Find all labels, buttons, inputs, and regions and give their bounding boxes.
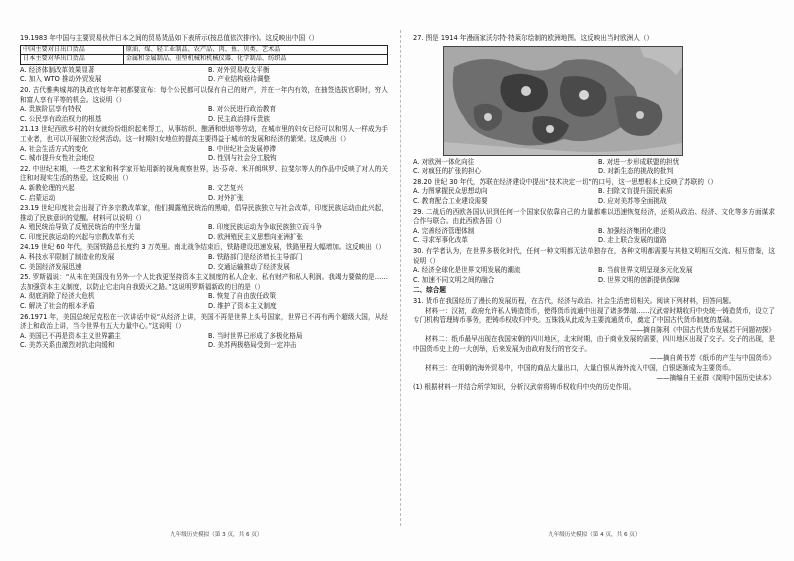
question-stem: 25. 罗斯福说：“从未在美国没有另外一个人比我更坚持资本主义制度的私人企业、私有财产和私人利润。我竭力要做的是……去加强资本主义制度，以防止它走向自我毁灭之路。”这说明罗斯福新政的目的是（） [20, 273, 388, 291]
table-row [21, 55, 388, 65]
question-29 [413, 208, 775, 246]
option-b[interactable]: B. 对外贸易收支平衡 [208, 65, 270, 74]
material-2-source: ——摘自黄书芳《纸币的产生与中国货币》 [649, 354, 775, 363]
option-a[interactable]: A. 社会生活方式的变化 [20, 144, 88, 153]
option-c[interactable]: C. 教育配合工业建设需要 [413, 196, 488, 205]
options [20, 145, 388, 164]
options [20, 66, 388, 85]
option-b[interactable]: B. 印度民族运动为争取民族独立而斗争 [208, 223, 323, 232]
material-1: 材料一：汉初，政府允许私人铸造货币，使得货币流通中出现了诸多弊端……汉武帝时期收归中央统一铸造货币，设立了专门机构管理铸币事务，把铸币权收归中央。五铢钱从此成为主要流通货币，奠定了中国古代货币制度的基础。 [413, 306, 775, 325]
options [413, 266, 775, 285]
option-d[interactable]: D. 对外扩张 [208, 193, 244, 202]
table-cell-label: 中国主要对日出口货品 [21, 45, 124, 55]
table-cell-label: 日本主要对华出口货品 [21, 55, 124, 65]
option-d[interactable]: D. 民主政治排斥贵族 [208, 114, 271, 123]
option-c[interactable]: C. 解决了社会的根本矛盾 [20, 302, 95, 311]
cartoon-map-image [443, 46, 683, 156]
question-20 [20, 86, 388, 124]
option-a[interactable]: A. 完善经济管理体制 [413, 226, 475, 235]
option-a[interactable]: A. 贵族阶层享有特权 [20, 105, 82, 114]
table-cell-value: 原油、煤、轻工业制品、农产品、肉、鱼、贝类、艺术品 [123, 45, 387, 55]
options [20, 105, 388, 124]
question-27 [413, 34, 775, 177]
option-b[interactable]: B. 扫除文盲提升国民素质 [598, 187, 673, 196]
option-d[interactable]: D. 性别与社会分工脱钩 [208, 154, 277, 163]
question-stem: 24.19 世纪 60 年代，美国铁路总长度约 3 万英里。南北战争结束后，铁路建设迅速发展，铁路里程大幅增加。这反映出（） [20, 243, 386, 252]
option-d[interactable]: D. 世界文明的创新提供保障 [598, 275, 680, 284]
options [413, 227, 775, 246]
question-stem: 27. 图是 1914 年漫画家沃尔特·特莱尔绘制的欧洲地图。这反映出当时欧洲人（） [413, 34, 654, 42]
option-a[interactable]: A. 殖民统治导致了反殖民统治的中坚力量 [20, 223, 141, 232]
option-b[interactable]: B. 对公民进行政治教育 [208, 105, 277, 114]
options [413, 187, 775, 206]
options [20, 184, 388, 203]
question-28 [413, 178, 775, 207]
options [20, 253, 388, 272]
question-stem: 19.1983 年中国与主要贸易伙伴日本之间的贸易货品如下表所示(按总值依次排序)。这反映出中国（） [20, 34, 319, 42]
option-d[interactable]: D. 交通运输推动了经济发展 [208, 262, 290, 271]
option-c[interactable]: C. 公民享有政治权力的根基 [20, 114, 102, 123]
option-b[interactable]: B. 铁路部门是经济增长主导部门 [208, 253, 303, 262]
question-stem: 22. 中世纪末期，一些艺术家和科学家开始用新的视角观察世界，达·芬奇、米开朗琪罗、拉斐尔等人的作品中反映了对人的关注和对现实生活的热爱。这反映出（） [20, 164, 388, 183]
question-31-part-1: (1) 根据材料一并结合所学知识，分析汉武帝将铸币权收归中央的历史作用。 [413, 383, 636, 392]
question-30 [413, 247, 775, 285]
question-24 [20, 243, 388, 272]
options [20, 223, 388, 242]
option-b[interactable]: B. 加强经济集团化建设 [598, 226, 667, 235]
option-a[interactable]: A. 经济全球化是世界文明发展的潮流 [413, 266, 521, 275]
cartoon-map-drawing [444, 47, 682, 155]
question-stem: 30. 有学者认为，在世界多极化时代，任何一种文明都无法单独存在，各种文明都需要与其他文明相互交流、相互借鉴，这说明（） [413, 246, 775, 265]
question-19 [20, 34, 388, 85]
question-31-intro: 31. 货币在我国经历了漫长的发展历程，在古代，经济与政治、社会生活密切相关。阅读下列材料，回答问题。 [413, 296, 736, 305]
left-column [20, 34, 388, 520]
option-a[interactable]: A. 力图掌握民众思想动向 [413, 187, 488, 196]
question-26 [20, 313, 388, 351]
option-d[interactable]: D. 走上联合发展的道路 [598, 236, 667, 245]
question-23 [20, 204, 388, 242]
right-column [413, 34, 775, 520]
question-22 [20, 165, 388, 203]
material-3-source: ——摘编自王亚群《简明中国历史读本》 [656, 373, 775, 382]
option-b[interactable]: B. 对进一步形成联盟的担忧 [598, 157, 680, 166]
table-cell-value: 金属和金属制品、重型机械和机械仪器、化学制品、纺织品 [123, 55, 387, 65]
material-2: 材料二：纸币最早出现在我国宋朝的四川地区，北宋时期，由于商业发展的需要，四川地区出现了交子。交子的出现，是中国货币史上的一大创举，后来发展为由政府发行的官交子。 [413, 335, 775, 353]
page-footer-left: 九年级历史模拟（第 3 页，共 6 页） [170, 532, 263, 538]
option-c[interactable]: C. 加速不同文明之间的融合 [413, 275, 495, 284]
question-stem: 20. 古代雅典城邦的执政官每年年初都要宣布：每个公民都可以保有自己的财产，并在一年内有效，在抽签选拔官职时，穷人和富人享有平等的机会。这说明（） [20, 85, 388, 104]
option-d[interactable]: D. 应对美苏等全面挑战 [598, 196, 667, 205]
option-d[interactable]: D. 美苏两极格局受到一定冲击 [208, 341, 297, 350]
option-a[interactable]: A. 对欧洲一体化向往 [413, 157, 475, 166]
question-stem: 21.13 世纪西欧乡村的妇女就纷纷组织起来帮工，从事纺织、酿酒和烘焙等劳动，在城市里的妇女已经可以和男人一样成为手工业者，也可以开展独立经营活动。这一时期妇女地位的提高主要得益于城市的发展和经济的繁荣。这反映出（） [20, 125, 388, 143]
option-b[interactable]: B. 文艺复兴 [208, 183, 244, 192]
option-a[interactable]: A. 彻底消除了经济大危机 [20, 292, 95, 301]
option-c[interactable]: C. 美苏关系由激烈对抗走向缓和 [20, 341, 115, 350]
option-d[interactable]: D. 对新生态的挑战的批判 [598, 167, 674, 176]
question-21 [20, 125, 388, 163]
option-a[interactable]: A. 新教伦理的兴起 [20, 183, 75, 192]
question-stem: 26.1971 年，美国总统尼克松在一次讲话中说“从经济上讲，美国不再是世界上头号国家，世界已不再有两个超级大国，从经济上和政治上讲，当今世界有五大力量中心。”这说明（） [20, 312, 388, 331]
material-3: 材料三：在明朝的海外贸易中，中国的商品大量出口，大量白银从海外流入中国，白银逐渐成为主要货币。 [425, 364, 735, 373]
question-stem: 28.20 世纪 30 年代，苏联在经济建设中提出“技术决定一切”的口号，这一思想根本上反映了苏联的（） [413, 177, 718, 186]
section-title: 二、综合题 [413, 286, 446, 295]
option-a[interactable]: A. 美国已不再是资本主义世界霸主 [20, 331, 121, 340]
options [20, 292, 388, 311]
table-row [21, 45, 388, 55]
option-c[interactable]: C. 启蒙运动 [20, 193, 56, 202]
option-c[interactable]: C. 美国经济发展迅速 [20, 262, 82, 271]
option-b[interactable]: B. 恢复了自由放任政策 [208, 292, 277, 301]
option-a[interactable]: A. 经济体制改革效果显著 [20, 65, 95, 74]
option-c[interactable]: C. 寻求军事化改革 [413, 236, 468, 245]
option-d[interactable]: D. 欧洲殖民主义思想向亚洲扩张 [208, 232, 303, 241]
options [20, 332, 388, 351]
option-b[interactable]: B. 中世纪社会发展停滞 [208, 144, 277, 153]
question-stem: 23.19 世纪印度社会出现了许多宗教改革家，他们揭露殖民统治的黑暗，倡导民族独立与社会改革，印度民族运动由此兴起，推动了民族意识的觉醒。材料可以说明（） [20, 204, 388, 222]
options [413, 158, 775, 177]
option-d[interactable]: D. 维护了资本主义制度 [208, 302, 277, 311]
trade-table [20, 45, 388, 65]
option-c[interactable]: C. 加入 WTO 推动外贸发展 [20, 75, 102, 84]
question-25 [20, 273, 388, 311]
material-1-source: ——摘自陈利《中国古代货币发展若干问题初探》 [629, 325, 775, 334]
option-d[interactable]: D. 产业结构亟待调整 [208, 75, 271, 84]
option-c[interactable]: C. 印度民族运动的兴起与宗教改革有关 [20, 232, 135, 241]
option-c[interactable]: C. 城市提升女性社会地位 [20, 154, 95, 163]
option-c[interactable]: C. 对疯狂的扩张的担心 [413, 167, 482, 176]
option-a[interactable]: A. 科技水平限制了制造业的发展 [20, 253, 115, 262]
page-footer-right: 九年级历史模拟（第 4 页，共 6 页） [548, 532, 641, 538]
option-b[interactable]: B. 当前世界文明呈现多元化发展 [598, 266, 693, 275]
option-b[interactable]: B. 当时世界已形成了多极化格局 [208, 331, 303, 340]
page-divider [400, 30, 401, 526]
question-stem: 29. 二战后的西欧各国认识到任何一个国家仅依靠自己的力量都难以迅速恢复经济，还须从政治、经济、文化等多方面谋求合作与联合。由此西欧各国（） [413, 207, 775, 226]
